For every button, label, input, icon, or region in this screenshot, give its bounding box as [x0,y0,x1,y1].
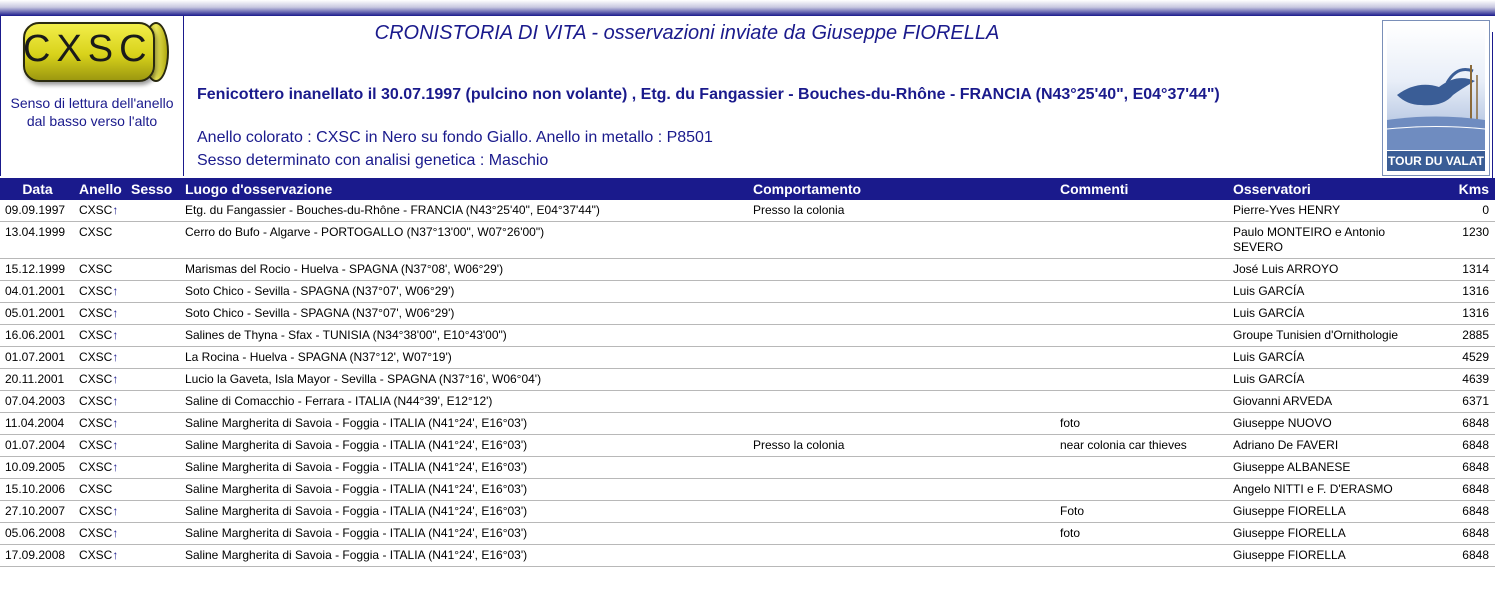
cell-observers: Luis GARCÍA [1229,303,1442,325]
cell-behaviour [749,457,1056,479]
cell-place: Marismas del Rocio - Huelva - SPAGNA (N37°08', W06°29') [181,259,749,281]
header-border [1492,32,1493,194]
cell-kms: 6848 [1442,523,1495,545]
column-header-observers: Osservatori [1229,178,1442,200]
cell-place: Etg. du Fangassier - Bouches-du-Rhône - FRANCIA (N43°25'40", E04°37'44") [181,200,749,222]
cell-sex [127,259,181,281]
table-row [0,413,1495,435]
cell-place: Saline Margherita di Savoia - Foggia - ITALIA (N41°24', E16°03') [181,457,749,479]
cell-ring [75,479,127,501]
ring-code-text: CXSC [79,460,113,474]
cell-behaviour [749,303,1056,325]
cell-observers: Groupe Tunisien d'Ornithologie [1229,325,1442,347]
ring-logo-cell [0,16,184,176]
cell-place: Soto Chico - Sevilla - SPAGNA (N37°07', W06°29') [181,303,749,325]
table-row [0,259,1495,281]
cell-comment [1056,347,1229,369]
reading-direction-arrow-icon: ↑ [112,438,119,452]
ring-code-text: CXSC [79,284,113,298]
cell-sex [127,523,181,545]
reading-direction-arrow-icon: ↑ [112,548,119,562]
cell-ring [75,325,127,347]
cell-place: Salines de Thyna - Sfax - TUNISIA (N34°38'00", E10°43'00") [181,325,749,347]
logo-label: TOUR DU VALAT [1387,151,1485,171]
cell-kms: 0 [1442,200,1495,222]
cell-sex [127,413,181,435]
cell-behaviour [749,523,1056,545]
cell-observers: Giovanni ARVEDA [1229,391,1442,413]
cell-date: 16.06.2001 [0,325,75,347]
ring-code-text: CXSC [79,306,113,320]
cell-behaviour [749,501,1056,523]
cell-date: 11.04.2004 [0,413,75,435]
cell-ring [75,222,127,259]
table-row [0,523,1495,545]
ring-code-text: CXSC [79,548,113,562]
cell-date: 05.06.2008 [0,523,75,545]
column-header-place: Luogo d'osservazione [181,178,749,200]
cell-comment [1056,222,1229,259]
header [0,16,1495,178]
cell-observers: Luis GARCÍA [1229,281,1442,303]
ring-info: Anello colorato : CXSC in Nero su fondo Giallo. Anello in metallo : P8501 [197,129,713,146]
cell-place: Lucio la Gaveta, Isla Mayor - Sevilla - SPAGNA (N37°16', W06°04') [181,369,749,391]
cell-sex [127,200,181,222]
colour-ring-icon [23,22,165,82]
cell-observers: Luis GARCÍA [1229,369,1442,391]
cell-ring [75,457,127,479]
ringing-details: Fenicottero inanellato il 30.07.1997 (pulcino non volante) , Etg. du Fangassier - Bouches-du-Rhône - FRANCIA (N43°25'40", E04°37'44") [197,86,1220,103]
column-header-kms: Kms [1442,178,1495,200]
column-header-behaviour: Comportamento [749,178,1056,200]
cell-place: Saline Margherita di Savoia - Foggia - ITALIA (N41°24', E16°03') [181,435,749,457]
cell-ring [75,391,127,413]
cell-comment [1056,303,1229,325]
ring-code-text: CXSC [79,203,113,217]
cell-date: 13.04.1999 [0,222,75,259]
table-row [0,369,1495,391]
table-row [0,200,1495,222]
cell-sex [127,435,181,457]
flamingo-logo-icon [1387,25,1485,150]
cell-sex [127,479,181,501]
cell-behaviour [749,222,1056,259]
table-row [0,325,1495,347]
cell-sex [127,222,181,259]
cell-ring [75,435,127,457]
cell-comment [1056,259,1229,281]
cell-sex [127,501,181,523]
cell-ring [75,369,127,391]
cell-behaviour [749,391,1056,413]
ring-code-text: CXSC [79,504,113,518]
cell-date: 20.11.2001 [0,369,75,391]
cell-kms: 1316 [1442,303,1495,325]
cell-place: Saline Margherita di Savoia - Foggia - ITALIA (N41°24', E16°03') [181,501,749,523]
reading-direction-arrow-icon: ↑ [112,416,119,430]
table-header-row [0,178,1495,200]
column-header-date: Data [0,178,75,200]
cell-date: 09.09.1997 [0,200,75,222]
cell-comment: foto [1056,523,1229,545]
cell-date: 10.09.2005 [0,457,75,479]
cell-kms: 6848 [1442,545,1495,567]
cell-kms: 4639 [1442,369,1495,391]
cell-behaviour: Presso la colonia [749,200,1056,222]
cell-kms: 6848 [1442,457,1495,479]
cell-place: Saline Margherita di Savoia - Foggia - ITALIA (N41°24', E16°03') [181,545,749,567]
reading-direction-arrow-icon: ↑ [112,372,119,386]
reading-direction-note: Senso di lettura dell'anello dal basso verso l'alto [10,95,174,129]
table-row [0,391,1495,413]
cell-comment [1056,545,1229,567]
cell-comment [1056,325,1229,347]
cell-place: Saline Margherita di Savoia - Foggia - ITALIA (N41°24', E16°03') [181,523,749,545]
table-row [0,435,1495,457]
ring-code-text: CXSC [79,225,113,239]
cell-observers: Giuseppe FIORELLA [1229,523,1442,545]
reading-direction-arrow-icon: ↑ [112,203,119,217]
cell-kms: 4529 [1442,347,1495,369]
cell-comment: Foto [1056,501,1229,523]
cell-kms: 1230 [1442,222,1495,259]
reading-direction-arrow-icon: ↑ [112,504,119,518]
cell-date: 04.01.2001 [0,281,75,303]
cell-comment [1056,369,1229,391]
cell-sex [127,281,181,303]
cell-observers: José Luis ARROYO [1229,259,1442,281]
ring-code-text: CXSC [79,350,113,364]
page-title: CRONISTORIA DI VITA - osservazioni inviate da Giuseppe FIORELLA [374,22,1000,44]
cell-kms: 2885 [1442,325,1495,347]
cell-observers: Luis GARCÍA [1229,347,1442,369]
ring-code-text: CXSC [79,526,113,540]
ring-code-text: CXSC [79,262,113,276]
cell-date: 15.12.1999 [0,259,75,281]
cell-ring [75,281,127,303]
table-row [0,545,1495,567]
cell-place: La Rocina - Huelva - SPAGNA (N37°12', W07°19') [181,347,749,369]
cell-behaviour [749,413,1056,435]
cell-place: Saline Margherita di Savoia - Foggia - ITALIA (N41°24', E16°03') [181,479,749,501]
cell-sex [127,347,181,369]
cell-kms: 6848 [1442,479,1495,501]
cell-observers: Giuseppe NUOVO [1229,413,1442,435]
table-row [0,501,1495,523]
column-header-ring: Anello [75,178,127,200]
cell-date: 05.01.2001 [0,303,75,325]
cell-observers: Giuseppe ALBANESE [1229,457,1442,479]
cell-sex [127,391,181,413]
cell-ring [75,545,127,567]
ring-code-text: CXSC [79,438,113,452]
cell-place: Cerro do Bufo - Algarve - PORTOGALLO (N37°13'00", W07°26'00") [181,222,749,259]
cell-date: 01.07.2001 [0,347,75,369]
reading-direction-arrow-icon: ↑ [112,460,119,474]
observations-table [0,178,1495,567]
tour-du-valat-logo [1382,20,1490,176]
column-header-sex: Sesso [127,178,181,200]
ring-code-text: CXSC [79,328,113,342]
cell-ring [75,523,127,545]
table-row [0,222,1495,259]
cell-comment [1056,391,1229,413]
cell-kms: 6848 [1442,501,1495,523]
cell-comment: foto [1056,413,1229,435]
cell-ring [75,501,127,523]
reading-direction-arrow-icon: ↑ [112,306,119,320]
cell-sex [127,369,181,391]
cell-kms: 6371 [1442,391,1495,413]
reading-direction-arrow-icon: ↑ [112,350,119,364]
cell-behaviour [749,347,1056,369]
ring-code: CXSC [23,28,153,70]
cell-date: 01.07.2004 [0,435,75,457]
cell-behaviour: Presso la colonia [749,435,1056,457]
cell-date: 17.09.2008 [0,545,75,567]
cell-place: Soto Chico - Sevilla - SPAGNA (N37°07', W06°29') [181,281,749,303]
cell-date: 07.04.2003 [0,391,75,413]
table-body [0,200,1495,567]
cell-behaviour [749,281,1056,303]
cell-sex [127,457,181,479]
cell-kms: 1316 [1442,281,1495,303]
cell-comment [1056,479,1229,501]
cell-observers: Giuseppe FIORELLA [1229,545,1442,567]
reading-direction-arrow-icon: ↑ [112,328,119,342]
cell-observers: Adriano De FAVERI [1229,435,1442,457]
ring-code-text: CXSC [79,482,113,496]
cell-behaviour [749,369,1056,391]
cell-date: 27.10.2007 [0,501,75,523]
table-row [0,303,1495,325]
cell-comment [1056,457,1229,479]
cell-observers: Angelo NITTI e F. D'ERASMO [1229,479,1442,501]
cell-comment [1056,281,1229,303]
cell-behaviour [749,259,1056,281]
cell-observers: Giuseppe FIORELLA [1229,501,1442,523]
top-gradient-bar [0,0,1495,16]
cell-observers: Pierre-Yves HENRY [1229,200,1442,222]
cell-ring [75,347,127,369]
cell-kms: 6848 [1442,435,1495,457]
cell-observers: Paulo MONTEIRO e Antonio SEVERO [1229,222,1442,259]
cell-kms: 1314 [1442,259,1495,281]
cell-ring [75,413,127,435]
cell-behaviour [749,479,1056,501]
ring-code-text: CXSC [79,416,113,430]
table-row [0,281,1495,303]
cell-behaviour [749,325,1056,347]
cell-sex [127,325,181,347]
reading-direction-arrow-icon: ↑ [112,394,119,408]
reading-direction-arrow-icon: ↑ [112,284,119,298]
cell-place: Saline di Comacchio - Ferrara - ITALIA (N44°39', E12°12') [181,391,749,413]
ring-code-text: CXSC [79,372,113,386]
cell-date: 15.10.2006 [0,479,75,501]
cell-kms: 6848 [1442,413,1495,435]
cell-ring [75,200,127,222]
column-header-comments: Commenti [1056,178,1229,200]
cell-place: Saline Margherita di Savoia - Foggia - ITALIA (N41°24', E16°03') [181,413,749,435]
table-row [0,457,1495,479]
cell-ring [75,303,127,325]
reading-direction-arrow-icon: ↑ [112,526,119,540]
ring-code-text: CXSC [79,394,113,408]
cell-comment: near colonia car thieves [1056,435,1229,457]
cell-behaviour [749,545,1056,567]
cell-sex [127,545,181,567]
sex-info: Sesso determinato con analisi genetica : Maschio [197,152,549,169]
table-row [0,347,1495,369]
cell-comment [1056,200,1229,222]
table-row [0,479,1495,501]
cell-ring [75,259,127,281]
cell-sex [127,303,181,325]
